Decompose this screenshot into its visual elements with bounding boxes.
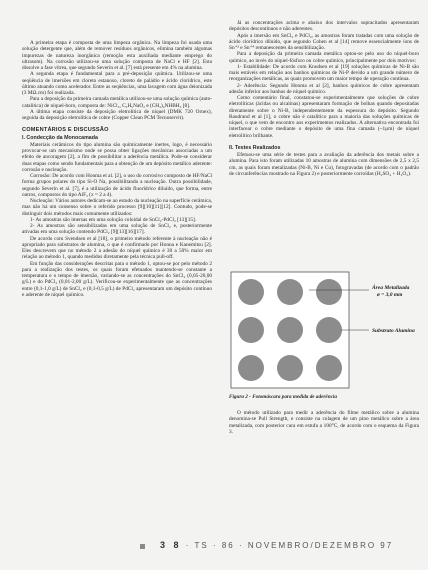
- label-substrate: Substrato Alumina: [372, 328, 415, 334]
- body-paragraph: 1- Estabilidade: De acordo com Knudsen et al [19] soluções químicas de Ni-B são mais estáveis em relação aos banhos químicos de Ni-P devido a um grande número de reorganizações metálicas, as quais promovem um maior tempo de operação contínua.: [229, 63, 419, 83]
- subsection-heading: I. Condecção da Monocamada: [22, 134, 98, 141]
- metalized-circle: [316, 279, 342, 305]
- right-column: [229, 20, 419, 177]
- footer-text: [160, 540, 393, 550]
- label-metal-diameter: ø = 3,0 mm: [377, 292, 403, 298]
- metalized-circle: [277, 317, 303, 343]
- figure-photomask: [229, 270, 419, 392]
- body-paragraph: De acordo com Svendsen et al [18], o primeiro método referente à nucleação não é apropriado para substratos de alumina, o que é confirmado por Honna e Kanemitsu [2]. Eles descrevem que no método 2 a adesão do níquel químico é 30 a 50% maior em relação ao método 1, quando medidos diretamente pela técnica pull-off.: [22, 235, 212, 261]
- body-paragraph: 2- Aderência: Segundo Honma et al [2], banhos químicos de cobre apresentam adesão inferior aos banhos de níquel químico.: [229, 82, 419, 95]
- section-heading: COMENTÁRIOS E DISCUSSÃO: [22, 127, 109, 134]
- body-paragraph: Materiais cerâmicos do tipo alumina são quimicamente inertes, logo, é necessário provocar-se um mecanismo onde se possa obter ligações mecânicas associadas a um efeito de ancoragem [2], a fim de possibilitar a aderência metálica. Pode-se considerar duas etapas como sendo fundamentais para a obtenção de um depósito metálico aderente: corrosão e nucleação.: [22, 141, 212, 173]
- metalized-circle: [316, 355, 342, 381]
- body-paragraph: O método utilizado para medir a aderência do filme metálico sobre a alumina denomina-se Pull Strength, e consiste na colagem de um pino metálico sobre a área metalizada, com posterior cura em estufa a 100°C, de acordo com o esquema da Figura 3.: [229, 410, 419, 435]
- metalized-circle: [238, 317, 264, 343]
- metalized-circle: [238, 355, 264, 381]
- after-figure-text: [229, 410, 419, 435]
- body-paragraph: Para a deposição da primeira camada metálica optou-se pelo uso do níquel-boro químico, ao invés do níquel-fósforo ou cobre químico, principalmente por dois motivos:: [229, 51, 419, 64]
- body-paragraph: 2- As amostras são sensibilizadas em uma solução de SnCl₂ e, posteriormente ativadas em uma solução contendo PdCl₂ [9][13][16][17].: [22, 223, 212, 236]
- subsection-heading: II. Testes Realizados: [229, 144, 281, 151]
- metalized-circle: [277, 279, 303, 305]
- intro-paragraph: A primeira etapa é composta de uma limpeza orgânica. Na limpeza foi usada uma solução detergente que, além de remover resíduos orgânicos, elimina também algumas impurezas de natureza inorgânica (remoção esta auxiliada mediante emprego do ultrasom). Na corrosão utilizou-se uma solução composta de NaCl e HF [2]. Esta dissolve a fase vítrea, que segundo Severin et al. [7] está presente em 4% na alumina.: [22, 40, 212, 71]
- metalized-circle: [238, 279, 264, 305]
- label-metal-area: Área Metalizada: [372, 285, 410, 291]
- body-paragraph: Após a imersão em SnCl₂ e PdCl₂, as amostras foram tratadas com uma solução de ácido clorídrico diluído, que segundo Cohen et al [14] remove essencialmente íons de Sn⁺² e Sn⁺⁴ remanescentes da sensibilização.: [229, 32, 419, 51]
- body-paragraph: Corrosão: De acordo com Honma et al. [2], o uso do corrosivo composto de HF/NaCl forma grupos polares do tipo Si-O Na, possibilitando a nucleação. Outra possibilidade, segundo Severin et al. [7], é a utilização de ácido fluorídrico diluído, que forma, entre outros, compostos do tipo AlF₃ (x = 2 a 4).: [22, 173, 212, 198]
- metalized-circle: [277, 355, 303, 381]
- body-paragraph: Já as concentrações acima e abaixo dos intervalos supracitados apresentaram depósitos descontínuos e não aderentes.: [229, 20, 419, 33]
- body-paragraph: Em função das considerações descritas para o método 1, optou-se por pelo método 2 para a realização dos testes, os quais foram efetuados mantendo-se constante a temperatura e o tempo de imersão, variando-se as concentrações do SnCl₂ (0,05-20,00 g/L) e do PdCl₂ (0,01-2,00 g/L). Verificou-se experimentalmente que as concentrações entre (0,1-1,0 g/L) de SnCl₂ e (0,1-0,5 g/L) de PdCl₂ apresentaram um depósito contínuo e aderente de níquel químico.: [22, 260, 212, 298]
- circle-grid: [238, 279, 342, 381]
- page-number: 3 8: [160, 540, 182, 550]
- body-paragraph: Efetuou-se uma série de testes para a avaliação da aderência dos metais sobre a alumina. Para isto foram utilizadas 10 amostras de alumina com dimensões de 2,5 x 2,5 cm, as quais foram metalizadas (Ni-B, Ni e Cu), fotogravadas (de acordo com o padrão de circunferências mostrado na Figura 2) e posteriormente corroídas (H₂SO₄ + H₂O₂).: [229, 152, 419, 177]
- intro-paragraph: Para a deposição da primeira camada metálica utilizou-se uma solução química (auto-catalítica) de níquel-boro, composta de: NiCl₂, C₂H₅NaO₂ e (CH₃)₂NHBH₃ [8].: [22, 96, 212, 109]
- intro-paragraph: A segunda etapa é fundamental para a pré-deposição química. Utilizou-se uma seqüência de imersões em cloreto estanoso, cloreto de paládio e ácido clorídrico, este último atuando como acelerador. Entre as seqüências, uma lavagem com água deionizada (3 MΩ.cm) foi realizada.: [22, 71, 212, 96]
- journal-info: · TS · 86 · NOVEMBRO/DEZEMBRO 97: [185, 541, 394, 550]
- body-paragraph: Como comentário final, constatou-se experimentalmente que soluções de cobre eletrolíticas (ácidas ou alcalinas) apresentaram formação de bolhas quando depositadas diretamente sobre o Ni-B, independentemente da espessura do depósito. Segundo Baudrand et al [1], o cobre não é catalítico para a maioria das soluções químicas de níquel, o que vem de encontro aos experimentos realizados. A alternativa encontrada foi interfacear o cobre mediante o depósito de uma fina camada (~1µm) de níquel eletrolítico brilhante.: [229, 95, 419, 139]
- figure-caption: Figura 2 - Fotomáscara para medida de aderência: [229, 394, 337, 400]
- intro-paragraph: A última etapa consiste da deposição eletrolítica de níquel (DMK 720 Ornex), seguida da deposição eletrolítica de cobre (Copper Clean PCM Tecnoservit).: [22, 108, 212, 121]
- body-paragraph: Nucleação: Vários autores dedicam-se ao estudo da nucleação na superfície cerâmica, mas não há um consenso sobre o referido processo [9][10][11][12]. Contudo, pode-se distinguir dois métodos mais comumente utilizados:: [22, 198, 212, 217]
- photomask-diagram: [229, 270, 419, 392]
- metalized-circle: [316, 317, 342, 343]
- page-footer: [0, 540, 428, 554]
- body-paragraph: 1- As amostras são imersas em uma solução coloidal de SnCl₂-PdCl₂ [13][15].: [30, 216, 197, 223]
- left-column: [22, 40, 212, 298]
